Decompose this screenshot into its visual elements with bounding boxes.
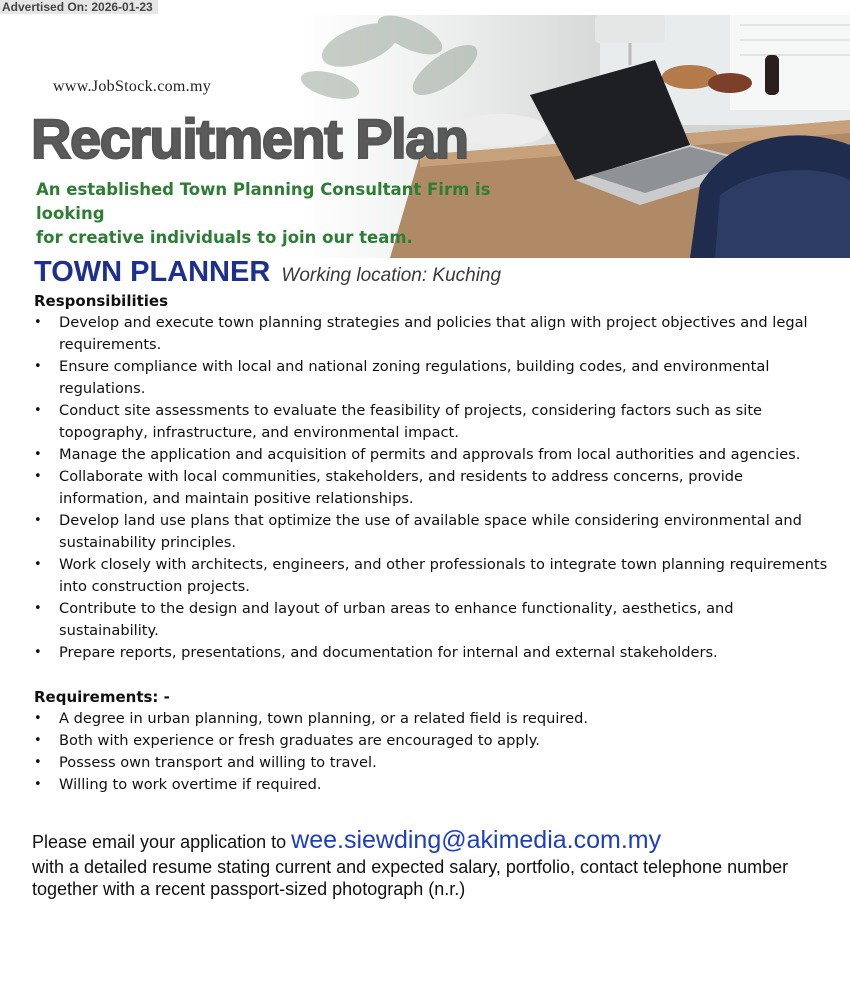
responsibility-item-text: Collaborate with local communities, stakeholders, and residents to address concerns, provide information, and maintain positive relationships. bbox=[59, 468, 744, 507]
bullet-icon: • bbox=[34, 469, 42, 484]
bullet-icon: • bbox=[34, 315, 42, 330]
bullet-icon: • bbox=[34, 557, 42, 572]
responsibility-item bbox=[34, 554, 834, 598]
responsibility-item bbox=[34, 642, 834, 664]
requirements-heading: Requirements: - bbox=[34, 688, 170, 706]
job-location: Working location: Kuching bbox=[281, 265, 502, 286]
responsibility-item-text: Conduct site assessments to evaluate the feasibility of projects, considering factors such as site topography, infrastructure, and environmental impact. bbox=[59, 402, 763, 441]
requirement-item-text: Both with experience or fresh graduates are encouraged to apply. bbox=[59, 732, 540, 749]
bullet-icon: • bbox=[34, 645, 42, 660]
bullet-icon: • bbox=[34, 447, 42, 462]
responsibility-item bbox=[34, 466, 834, 510]
apply-details: with a detailed resume stating current and expected salary, portfolio, contact telephone number together with a recent passport-sized photograph (n.r.) bbox=[32, 857, 789, 899]
advertised-on-date: Advertised On: 2026-01-23 bbox=[0, 0, 158, 14]
requirement-item-text: Possess own transport and willing to travel. bbox=[59, 754, 377, 771]
responsibility-item bbox=[34, 356, 834, 400]
responsibility-item bbox=[34, 510, 834, 554]
requirement-item bbox=[34, 752, 834, 774]
requirement-item bbox=[34, 774, 834, 796]
bullet-icon: • bbox=[34, 359, 42, 374]
requirement-item-text: Willing to work overtime if required. bbox=[59, 776, 322, 793]
bullet-icon: • bbox=[34, 513, 42, 528]
responsibility-item bbox=[34, 400, 834, 444]
responsibility-item-text: Manage the application and acquisition of permits and approvals from local authorities and agencies. bbox=[59, 446, 801, 463]
bullet-icon: • bbox=[34, 755, 42, 770]
responsibilities-heading: Responsibilities bbox=[34, 292, 169, 310]
bullet-icon: • bbox=[34, 403, 42, 418]
requirement-item-text: A degree in urban planning, town planning, or a related field is required. bbox=[59, 710, 588, 727]
bullet-icon: • bbox=[34, 733, 42, 748]
header-banner bbox=[0, 15, 850, 258]
job-heading bbox=[34, 256, 834, 290]
apply-email-link[interactable]: wee.siewding@akimedia.com.my bbox=[291, 826, 662, 854]
application-instructions bbox=[32, 826, 832, 900]
site-url: www.JobStock.com.my bbox=[53, 78, 211, 95]
requirements-list bbox=[34, 708, 834, 796]
bullet-icon: • bbox=[34, 711, 42, 726]
responsibility-item-text: Work closely with architects, engineers, and other professionals to integrate town planning requirements into construction projects. bbox=[59, 556, 828, 595]
requirement-item bbox=[34, 730, 834, 752]
responsibility-item-text: Prepare reports, presentations, and documentation for internal and external stakeholders. bbox=[59, 644, 718, 661]
job-details bbox=[34, 256, 834, 796]
responsibility-item bbox=[34, 598, 834, 642]
responsibility-item-text: Develop land use plans that optimize the use of available space while considering environmental and sustainability principles. bbox=[59, 512, 802, 551]
requirement-item bbox=[34, 708, 834, 730]
responsibility-item-text: Contribute to the design and layout of urban areas to enhance functionality, aesthetics, and sustainability. bbox=[59, 600, 734, 639]
bullet-icon: • bbox=[34, 777, 42, 792]
bullet-icon: • bbox=[34, 601, 42, 616]
responsibility-item bbox=[34, 312, 834, 356]
responsibilities-list bbox=[34, 312, 834, 664]
responsibility-item-text: Develop and execute town planning strategies and policies that align with project objectives and legal requirements. bbox=[59, 314, 808, 353]
job-title: TOWN PLANNER bbox=[34, 256, 271, 288]
tagline-line-1: An established Town Planning Consultant Firm is looking bbox=[36, 180, 491, 223]
banner-tagline bbox=[36, 178, 556, 250]
apply-prefix: Please email your application to bbox=[32, 832, 292, 852]
tagline-line-2: for creative individuals to join our team. bbox=[36, 228, 413, 247]
banner-title: Recruitment Plan bbox=[31, 107, 468, 170]
responsibility-item bbox=[34, 444, 834, 466]
responsibility-item-text: Ensure compliance with local and national zoning regulations, building codes, and environmental regulations. bbox=[59, 358, 770, 397]
